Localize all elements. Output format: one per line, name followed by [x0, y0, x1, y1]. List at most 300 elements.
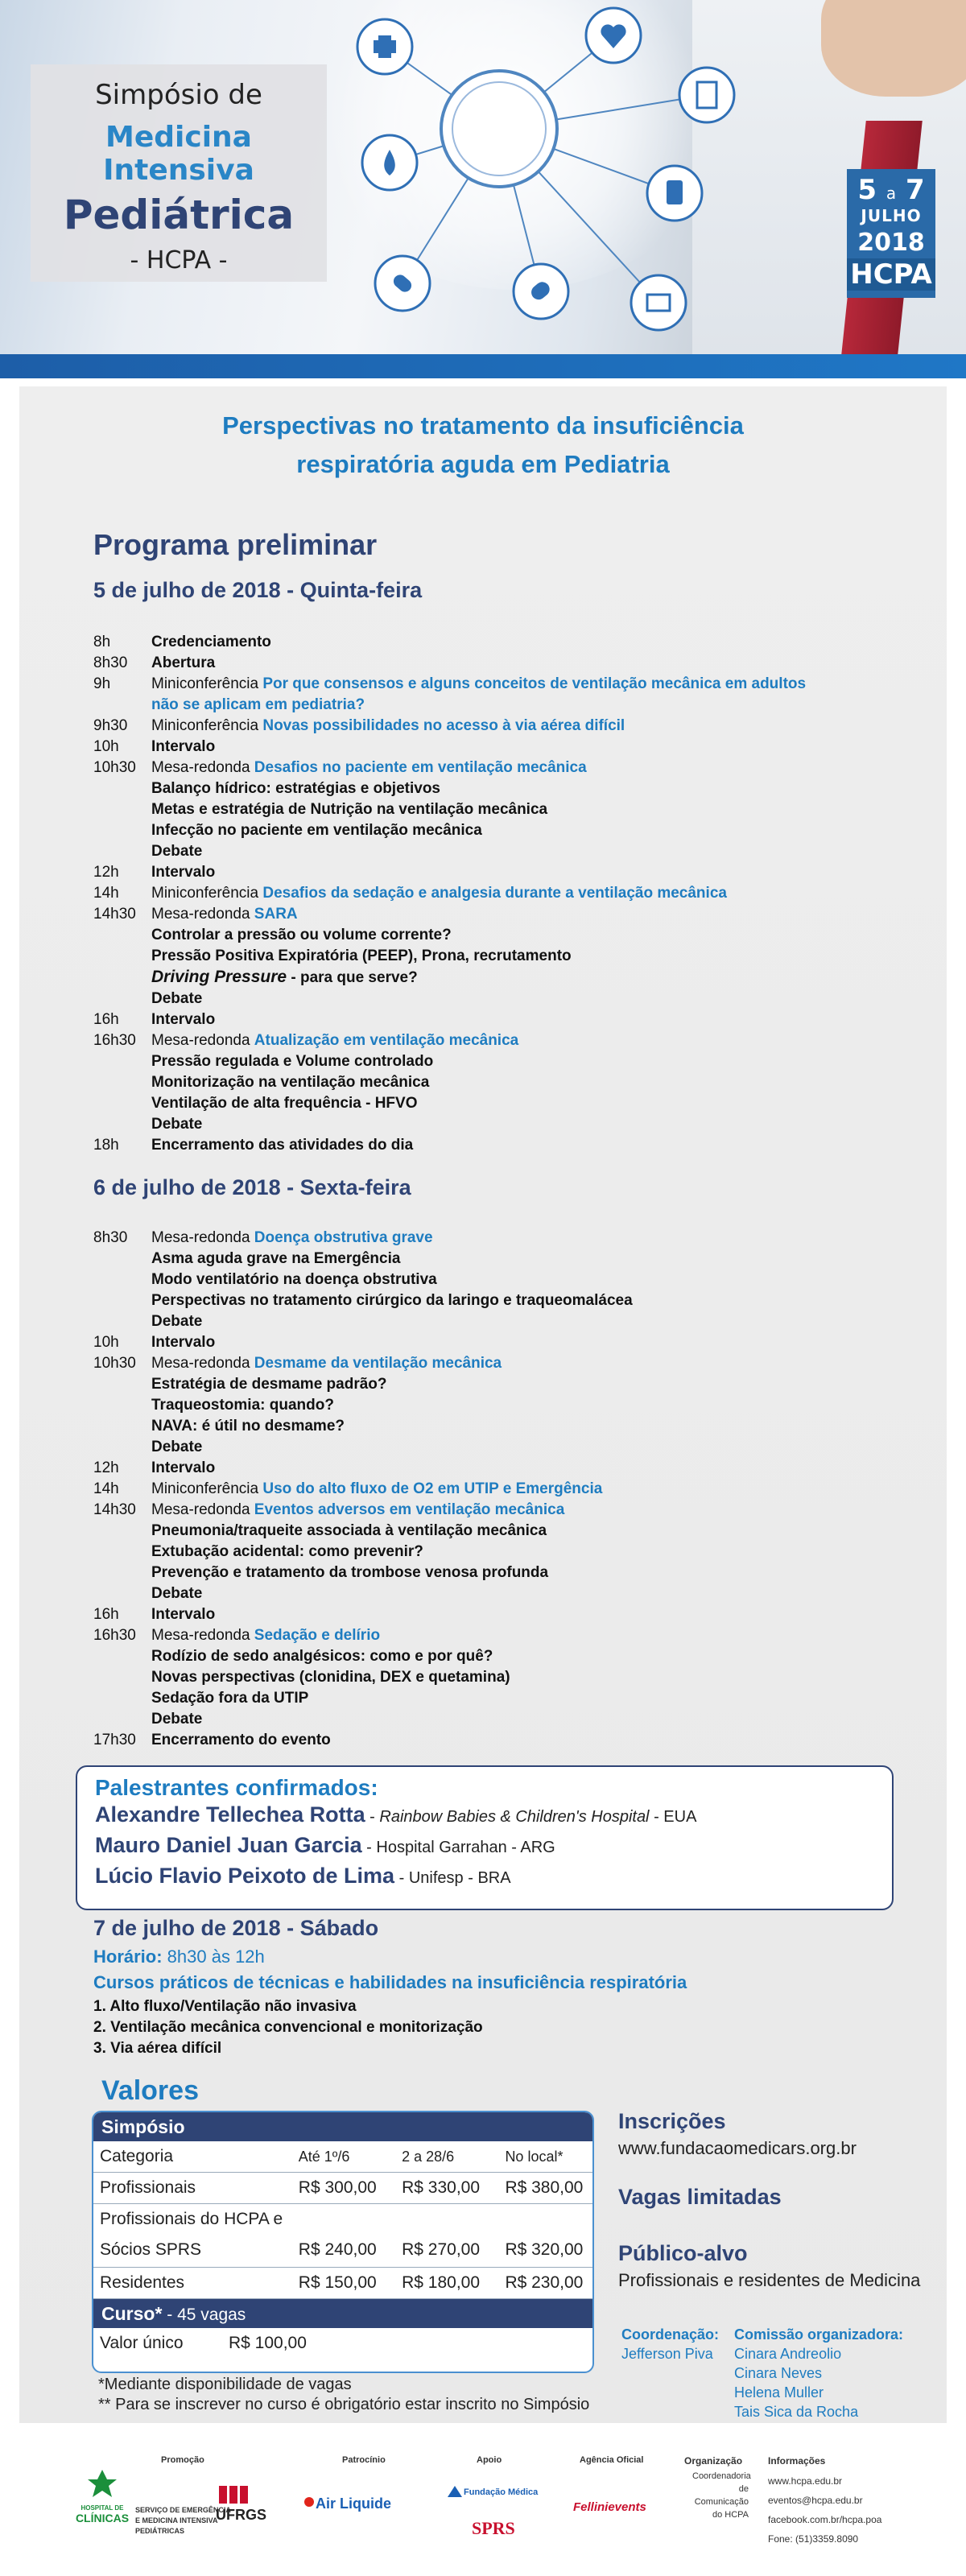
schedule-row — [93, 716, 898, 737]
speakers-heading: Palestrantes confirmados: — [95, 1775, 378, 1800]
schedule-row — [93, 989, 898, 1009]
day1-title: 5 de julho de 2018 - Quinta-feira — [93, 578, 423, 602]
schedule-row — [93, 632, 898, 653]
price-cell: R$ 320,00 — [505, 2240, 584, 2259]
session-item: Balanço hídrico: estratégias e objetivos — [151, 780, 440, 797]
schedule-row — [93, 674, 898, 695]
speaker-item — [95, 1802, 696, 1827]
course-item: 1. Alto fluxo/Ventilação não invasiva — [93, 1998, 357, 2015]
hcpa-logo-line: HOSPITAL DE — [80, 2504, 124, 2512]
session-type: Miniconferência — [151, 885, 263, 902]
price-cell: Profissionais — [100, 2178, 196, 2197]
schedule-text — [151, 737, 898, 758]
contact-line[interactable]: www.hcpa.edu.br — [768, 2475, 843, 2487]
air-liquide-logo: Air Liquide — [316, 2496, 391, 2512]
price-cell: R$ 300,00 — [298, 2178, 377, 2197]
date-range — [847, 174, 935, 206]
org-line: do HCPA — [712, 2510, 749, 2520]
footer-label-organization: Organização — [684, 2455, 743, 2467]
session-item: Prevenção e tratamento da trombose venosa profunda — [151, 1564, 549, 1581]
schedule-time: 10h30 — [93, 1355, 136, 1372]
hero-banner — [0, 0, 966, 354]
session-item: Pneumonia/traqueite associada à ventilação mecânica — [151, 1522, 547, 1539]
price-cell: R$ 240,00 — [298, 2240, 377, 2259]
session-item: Intervalo — [151, 1334, 216, 1351]
session-type: Mesa-redonda — [151, 1229, 254, 1246]
schedule-text — [151, 1269, 898, 1290]
ufrgs-logo-icon — [219, 2486, 259, 2504]
schedule-row — [93, 737, 898, 758]
session-type: Mesa-redonda — [151, 1501, 254, 1518]
footer-label-sponsor: Patrocínio — [342, 2455, 386, 2465]
day3-hours — [93, 1946, 265, 1967]
session-item: Debate — [151, 1313, 203, 1330]
schedule-text — [151, 1051, 898, 1072]
schedule-time — [93, 1667, 151, 1688]
session-type: Mesa-redonda — [151, 1627, 254, 1644]
date-badge — [847, 169, 935, 298]
schedule-text — [151, 1500, 898, 1521]
schedule-row — [93, 1604, 898, 1625]
footer-label-agency: Agência Oficial — [580, 2455, 644, 2465]
session-item: Asma aguda grave na Emergência — [151, 1250, 401, 1267]
schedule-row — [93, 925, 898, 946]
session-item: Infecção no paciente em ventilação mecânica — [151, 822, 482, 839]
schedule-time — [93, 1709, 151, 1730]
schedule-text — [151, 1290, 898, 1311]
speaker-inst: Unifesp — [408, 1869, 464, 1887]
session-topic: não se aplicam em pediatria? — [151, 696, 365, 713]
schedule-row — [93, 1479, 898, 1500]
session-type: Mesa-redonda — [151, 759, 254, 776]
speaker-sep: - — [365, 1808, 380, 1826]
speaker-item — [95, 1833, 555, 1858]
session-item: Credenciamento — [151, 634, 271, 650]
schedule-time — [93, 1093, 151, 1114]
schedule-time: 16h30 — [93, 1627, 136, 1644]
schedule-time: 16h — [93, 1606, 119, 1623]
org-line: Coordenadoria — [692, 2471, 751, 2481]
schedule-text — [151, 1479, 898, 1500]
session-topic: Desafios no paciente em ventilação mecânica — [254, 759, 587, 776]
session-item: Novas perspectivas (clonidina, DEX e quetamina) — [151, 1669, 510, 1686]
schedule-time: 14h30 — [93, 906, 136, 923]
day1-schedule — [93, 632, 898, 1156]
subtitle-line-1: Perspectivas no tratamento da insuficiência — [222, 411, 744, 440]
session-item: Controlar a pressão ou volume corrente? — [151, 927, 452, 943]
schedule-time — [93, 1072, 151, 1093]
price-cell: R$ 100,00 — [229, 2334, 307, 2352]
session-item: Traqueostomia: quando? — [151, 1397, 334, 1414]
schedule-row — [93, 1709, 898, 1730]
schedule-text — [151, 1072, 898, 1093]
schedule-row — [93, 883, 898, 904]
prices-heading: Valores — [101, 2075, 199, 2106]
schedule-time — [93, 799, 151, 820]
limited-seats: Vagas limitadas — [618, 2185, 782, 2209]
schedule-row — [93, 1093, 898, 1114]
hcpa-logo-icon — [86, 2468, 118, 2500]
schedule-row — [93, 1009, 898, 1030]
schedule-time — [93, 841, 151, 862]
price-col-header: Categoria — [100, 2147, 174, 2165]
price-table — [92, 2111, 594, 2373]
speaker-item — [95, 1864, 511, 1889]
schedule-text — [151, 1688, 898, 1709]
session-item: Debate — [151, 1711, 203, 1728]
price-note: *Mediante disponibilidade de vagas — [98, 2376, 352, 2393]
session-item: Modo ventilatório na doença obstrutiva — [151, 1271, 437, 1288]
session-item: Intervalo — [151, 738, 216, 755]
schedule-row — [93, 1332, 898, 1353]
session-item-italic: Driving Pressure — [151, 968, 287, 986]
schedule-row — [93, 1625, 898, 1646]
footer-label-info: Informações — [768, 2455, 826, 2467]
footer-label-promotion: Promoção — [161, 2455, 204, 2465]
schedule-text — [151, 1709, 898, 1730]
schedule-time: 10h — [93, 738, 119, 755]
session-item: Pressão Positiva Expiratória (PEEP), Prona, recrutamento — [151, 947, 572, 964]
schedule-time: 12h — [93, 1459, 119, 1476]
schedule-text — [151, 1667, 898, 1688]
course-title: Cursos práticos de técnicas e habilidades na insuficiência respiratória — [93, 1972, 687, 1992]
committee-member: Cinara Andreolio — [734, 2346, 842, 2362]
schedule-row — [93, 862, 898, 883]
schedule-row — [93, 1249, 898, 1269]
schedule-text — [151, 904, 898, 925]
schedule-text — [151, 758, 898, 778]
session-item: Debate — [151, 1116, 203, 1133]
committee-member: Tais Sica da Rocha — [734, 2404, 859, 2420]
schedule-text — [151, 1030, 898, 1051]
coordination — [621, 2325, 719, 2363]
schedule-row — [93, 1135, 898, 1156]
price-notes — [98, 2375, 589, 2415]
schedule-text — [151, 1583, 898, 1604]
schedule-row — [93, 1114, 898, 1135]
schedule-time — [93, 1416, 151, 1437]
session-item: Encerramento das atividades do dia — [151, 1137, 414, 1154]
price-col-header: Até 1º/6 — [298, 2149, 350, 2165]
schedule-row — [93, 758, 898, 778]
schedule-row — [93, 1290, 898, 1311]
schedule-text — [151, 1563, 898, 1583]
schedule-row — [93, 1269, 898, 1290]
session-topic: Desmame da ventilação mecânica — [254, 1355, 502, 1372]
schedule-text — [151, 1093, 898, 1114]
schedule-time — [93, 989, 151, 1009]
schedule-time: 9h — [93, 675, 111, 692]
price-row — [93, 2173, 592, 2204]
ufrgs-logo: UFRGS — [216, 2507, 266, 2523]
schedule-row — [93, 1521, 898, 1542]
session-item: Debate — [151, 1585, 203, 1602]
schedule-row — [93, 1646, 898, 1667]
price-header-row — [93, 2141, 592, 2173]
price-col-header: 2 a 28/6 — [402, 2149, 455, 2165]
session-item: Intervalo — [151, 1606, 216, 1623]
audience-text: Profissionais e residentes de Medicina — [618, 2270, 921, 2290]
session-item: Debate — [151, 1439, 203, 1455]
schedule-text — [151, 1521, 898, 1542]
schedule-text — [151, 1353, 898, 1374]
coord-name: Jefferson Piva — [621, 2346, 713, 2362]
org-line: de Comunicação — [694, 2484, 749, 2507]
registration-heading: Inscrições — [618, 2109, 726, 2133]
schedule-row — [93, 1416, 898, 1437]
session-item: Intervalo — [151, 1011, 216, 1028]
schedule-row — [93, 653, 898, 674]
schedule-row — [93, 946, 898, 967]
registration-url[interactable]: www.fundacaomedicars.org.br — [618, 2138, 857, 2158]
schedule-text — [151, 1228, 898, 1249]
price-cell: R$ 150,00 — [298, 2273, 377, 2292]
date-org: HCPA — [847, 258, 935, 291]
hours-value: 8h30 às 12h — [162, 1946, 265, 1967]
session-item: Metas e estratégia de Nutrição na ventilação mecânica — [151, 801, 548, 818]
hours-label: Horário: — [93, 1946, 163, 1967]
schedule-time — [93, 1311, 151, 1332]
event-subtitle — [0, 407, 966, 484]
schedule-row — [93, 1353, 898, 1374]
schedule-row — [93, 904, 898, 925]
price-cell: R$ 330,00 — [402, 2178, 481, 2197]
schedule-time — [93, 1374, 151, 1395]
day2-title: 6 de julho de 2018 - Sexta-feira — [93, 1175, 411, 1199]
air-liquide-icon — [304, 2497, 314, 2507]
session-item: Sedação fora da UTIP — [151, 1690, 309, 1707]
schedule-time — [93, 1583, 151, 1604]
blue-stripe — [0, 354, 966, 378]
schedule-text — [151, 695, 898, 716]
schedule-time: 18h — [93, 1137, 119, 1154]
fundacao-medica-icon — [448, 2486, 462, 2497]
fellini-logo: Fellinievents — [573, 2500, 646, 2514]
speaker-sep: - — [361, 1839, 377, 1856]
session-topic: Novas possibilidades no acesso à via aérea difícil — [262, 717, 625, 734]
schedule-time: 8h30 — [93, 1229, 128, 1246]
schedule-time: 9h30 — [93, 717, 128, 734]
schedule-time — [93, 967, 151, 989]
speakers-box — [76, 1765, 894, 1910]
session-item: Intervalo — [151, 864, 216, 881]
schedule-text — [151, 1730, 898, 1751]
schedule-text — [151, 1437, 898, 1458]
schedule-row — [93, 967, 898, 989]
schedule-time — [93, 925, 151, 946]
price-cell: R$ 270,00 — [402, 2240, 481, 2259]
course-list — [93, 1996, 483, 2059]
contact-line[interactable]: eventos@hcpa.edu.br — [768, 2495, 863, 2506]
course-note: - 45 vagas — [162, 2306, 246, 2324]
schedule-time — [93, 1563, 151, 1583]
price-col-header: No local* — [505, 2149, 564, 2165]
schedule-text — [151, 1135, 898, 1156]
schedule-text — [151, 716, 898, 737]
schedule-text — [151, 1332, 898, 1353]
schedule-row — [93, 1730, 898, 1751]
schedule-row — [93, 1072, 898, 1093]
course-label: Curso* — [101, 2303, 163, 2324]
price-cell — [93, 2204, 299, 2267]
date-end: 7 — [905, 174, 925, 206]
session-item: Abertura — [151, 654, 216, 671]
ufrgs-logo-mark — [219, 2486, 259, 2504]
schedule-time: 8h — [93, 634, 111, 650]
schedule-time: 10h — [93, 1334, 119, 1351]
session-item: Intervalo — [151, 1459, 216, 1476]
schedule-time — [93, 1646, 151, 1667]
schedule-time — [93, 1542, 151, 1563]
schedule-time: 8h30 — [93, 654, 128, 671]
session-item: Pressão regulada e Volume controlado — [151, 1053, 434, 1070]
course-item: 2. Ventilação mecânica convencional e monitorização — [93, 2019, 483, 2036]
date-start: 5 — [857, 174, 877, 206]
price-row — [93, 2268, 592, 2299]
price-section-course — [93, 2299, 592, 2328]
price-cell-line: Profissionais do HCPA e — [100, 2210, 283, 2228]
price-cell: Valor único — [100, 2334, 184, 2352]
speaker-country: - EUA — [649, 1808, 697, 1826]
session-type: Mesa-redonda — [151, 1032, 254, 1049]
schedule-time — [93, 1437, 151, 1458]
session-item: Encerramento do evento — [151, 1732, 331, 1748]
price-cell: R$ 180,00 — [402, 2273, 481, 2292]
price-cell: R$ 380,00 — [505, 2178, 584, 2197]
schedule-time: 17h30 — [93, 1732, 136, 1748]
schedule-row — [93, 841, 898, 862]
schedule-row — [93, 799, 898, 820]
price-cell: R$ 230,00 — [505, 2273, 584, 2292]
session-topic: Por que consensos e alguns conceitos de ventilação mecânica em adultos — [262, 675, 807, 692]
schedule-time — [93, 778, 151, 799]
schedule-row — [93, 820, 898, 841]
title-line-4: - HCPA - — [130, 246, 228, 275]
hcpa-logo-line: CLÍNICAS — [75, 2512, 130, 2524]
contact-line[interactable]: facebook.com.br/hcpa.poa — [768, 2514, 882, 2525]
schedule-text — [151, 1416, 898, 1437]
schedule-row — [93, 1228, 898, 1249]
schedule-text — [151, 883, 898, 904]
price-section-symposium: Simpósio — [93, 2112, 592, 2141]
schedule-text — [151, 1604, 898, 1625]
session-type: Miniconferência — [151, 717, 263, 734]
fundacao-medica-logo: Fundação Médica — [464, 2487, 539, 2497]
schedule-row — [93, 695, 898, 716]
session-item: Ventilação de alta frequência - HFVO — [151, 1095, 418, 1112]
schedule-text — [151, 1458, 898, 1479]
session-topic: Atualização em ventilação mecânica — [254, 1032, 519, 1049]
schedule-text — [151, 989, 898, 1009]
session-item: Monitorização na ventilação mecânica — [151, 1074, 430, 1091]
schedule-time — [93, 946, 151, 967]
committee-label: Comissão organizadora: — [734, 2326, 904, 2343]
price-note: ** Para se inscrever no curso é obrigatório estar inscrito no Simpósio — [98, 2396, 590, 2413]
day2-schedule — [93, 1228, 898, 1751]
session-item: Debate — [151, 843, 203, 860]
schedule-time — [93, 1051, 151, 1072]
event-title-box — [31, 64, 327, 282]
schedule-row — [93, 1437, 898, 1458]
schedule-time — [93, 820, 151, 841]
session-item: NAVA: é útil no desmame? — [151, 1418, 345, 1435]
service-line: SERVIÇO DE EMERGÊNCIA — [135, 2506, 231, 2514]
service-line: E MEDICINA INTENSIVA — [135, 2516, 218, 2524]
footer — [0, 2439, 966, 2576]
schedule-row — [93, 778, 898, 799]
title-line-2: Medicina Intensiva — [103, 121, 254, 187]
session-topic: Eventos adversos em ventilação mecânica — [254, 1501, 565, 1518]
schedule-row — [93, 1688, 898, 1709]
sprs-logo: SPRS — [472, 2518, 515, 2538]
date-month: JULHO — [861, 206, 922, 225]
schedule-time: 12h — [93, 864, 119, 881]
schedule-row — [93, 1500, 898, 1521]
session-topic: Sedação e delírio — [254, 1627, 381, 1644]
schedule-row — [93, 1542, 898, 1563]
footer-contact — [768, 2471, 881, 2549]
price-row — [93, 2328, 592, 2359]
hcpa-logo — [74, 2468, 130, 2541]
session-topic: SARA — [254, 906, 298, 923]
schedule-row — [93, 1030, 898, 1051]
contact-line: Fone: (51)3359.8090 — [768, 2533, 859, 2545]
schedule-text — [151, 862, 898, 883]
schedule-time: 16h30 — [93, 1032, 136, 1049]
schedule-time — [93, 1114, 151, 1135]
service-line: PEDIÁTRICAS — [135, 2527, 185, 2535]
session-item: Perspectivas no tratamento cirúrgico da laringo e traqueomalácea — [151, 1292, 633, 1309]
session-type: Mesa-redonda — [151, 906, 254, 923]
committee-member: Helena Muller — [734, 2384, 824, 2401]
price-cell-line: Sócios SPRS — [100, 2240, 202, 2259]
course-item: 3. Via aérea difícil — [93, 2040, 222, 2057]
committee-member: Cinara Neves — [734, 2365, 823, 2381]
schedule-row — [93, 1563, 898, 1583]
session-item: Extubação acidental: como prevenir? — [151, 1543, 423, 1560]
schedule-text — [151, 1374, 898, 1395]
program-title: Programa preliminar — [93, 528, 378, 561]
speaker-inst: Hospital Garrahan — [376, 1839, 507, 1856]
schedule-text — [151, 1646, 898, 1667]
schedule-row — [93, 1051, 898, 1072]
schedule-text — [151, 1625, 898, 1646]
schedule-time — [93, 1249, 151, 1269]
schedule-time — [93, 1395, 151, 1416]
speaker-inst: Rainbow Babies & Children's Hospital — [379, 1808, 650, 1826]
schedule-time: 14h — [93, 1480, 119, 1497]
session-topic: Uso do alto fluxo de O2 em UTIP e Emergência — [262, 1480, 603, 1497]
session-item: Debate — [151, 990, 203, 1007]
schedule-time — [93, 1290, 151, 1311]
price-cell: Residentes — [100, 2273, 185, 2292]
speaker-name: Alexandre Tellechea Rotta — [95, 1802, 365, 1827]
session-type: Mesa-redonda — [151, 1355, 254, 1372]
subtitle-line-2: respiratória aguda em Pediatria — [296, 450, 670, 478]
session-type: Miniconferência — [151, 1480, 263, 1497]
schedule-text — [151, 967, 898, 989]
coord-label: Coordenação: — [621, 2326, 720, 2343]
schedule-time — [93, 1688, 151, 1709]
schedule-text — [151, 778, 898, 799]
session-item: Rodízio de sedo analgésicos: como e por quê? — [151, 1648, 493, 1665]
schedule-text — [151, 1542, 898, 1563]
schedule-row — [93, 1583, 898, 1604]
session-item-suffix: - para que serve? — [287, 969, 418, 986]
price-row — [93, 2204, 592, 2268]
schedule-text — [151, 946, 898, 967]
session-type: Miniconferência — [151, 675, 263, 692]
